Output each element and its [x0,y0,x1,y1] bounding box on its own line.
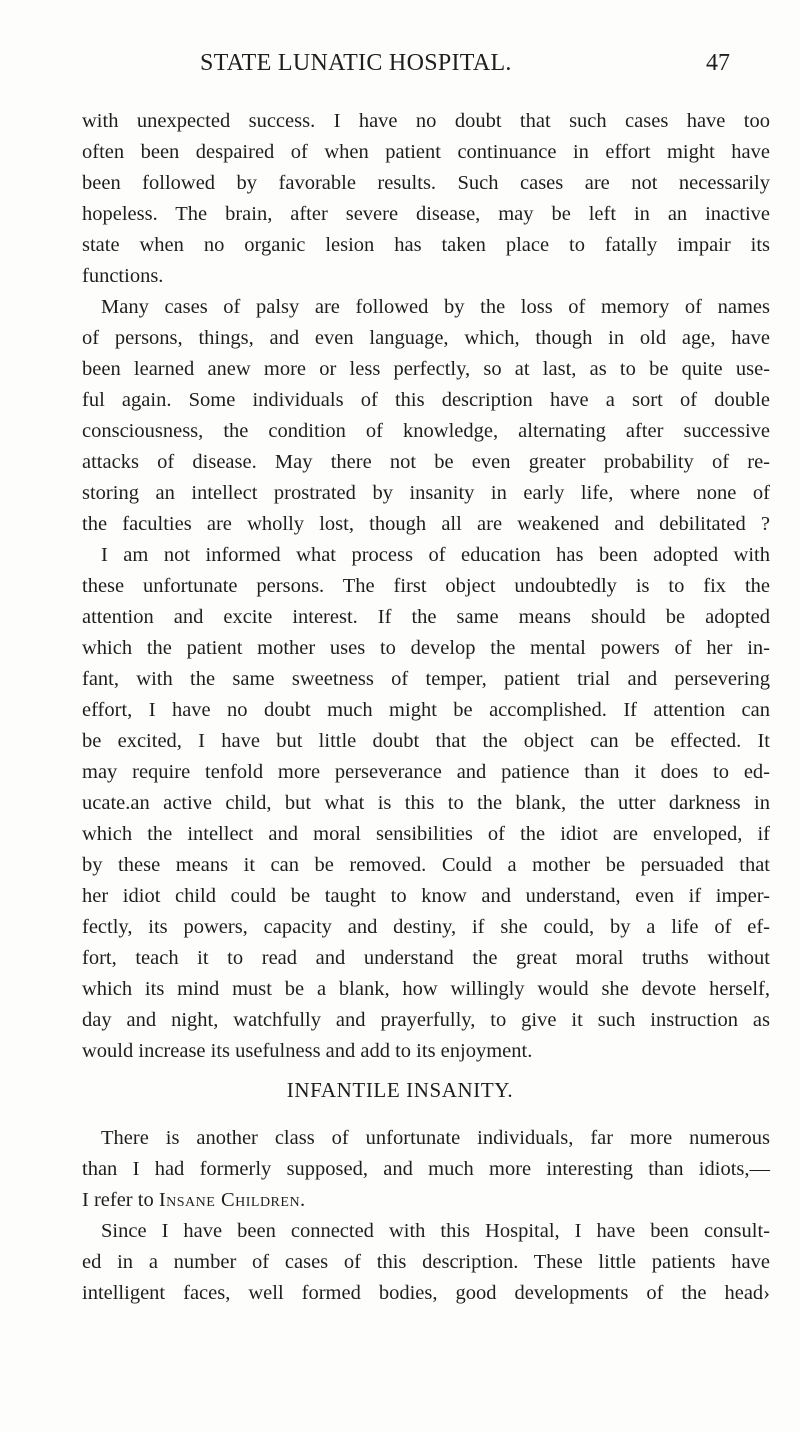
text-line: been learned anew more or less perfectly, so at last, as to be quite use- [82,358,770,380]
text-line: be excited, I have but little doubt that the object can be effected. It [82,730,770,752]
text-line: which the intellect and moral sensibilities of the idiot are enveloped, if [82,823,770,845]
text-line: storing an intellect prostrated by insanity in early life, where none of [82,482,770,504]
page-number: 47 [706,50,730,76]
text-line: of persons, things, and even language, which, though in old age, have [82,327,770,349]
section-heading: INFANTILE INSANITY. [286,1078,514,1102]
text-line: these unfortunate persons. The first object undoubtedly is to fix the [82,575,770,597]
running-title: STATE LUNATIC HOSPITAL. [200,50,512,76]
text-line: effort, I have no doubt much might be accomplished. If attention can [82,699,770,721]
running-head [0,50,800,84]
text-line: fort, teach it to read and understand the great moral truths without [82,947,770,969]
text-line: her idiot child could be taught to know and understand, even if imper- [82,885,770,907]
text-line: fant, with the same sweetness of temper, patient trial and persevering [82,668,770,690]
text-line: Many cases of palsy are followed by the loss of memory of names [101,296,770,318]
text-line: intelligent faces, well formed bodies, good developments of the head› [82,1282,770,1304]
text-line: ful again. Some individuals of this description have a sort of double [82,389,770,411]
text-line: day and night, watchfully and prayerfully, to give it such instruction as [82,1009,770,1031]
text-line: hopeless. The brain, after severe disease, may be left in an inactive [82,203,770,225]
text-line: attacks of disease. May there not be even greater probability of re- [82,451,770,473]
text-line: Since I have been connected with this Hospital, I have been consult- [101,1220,770,1242]
text-line: functions. [82,265,164,287]
text-line: state when no organic lesion has taken place to fatally impair its [82,234,770,256]
small-caps-phrase: Insane Children. [158,1189,306,1211]
text-line: consciousness, the condition of knowledge, alternating after successive [82,420,770,442]
text-line: would increase its usefulness and add to its enjoyment. [82,1040,533,1062]
text-line: been followed by favorable results. Such cases are not necessarily [82,172,770,194]
text-run: I refer to [82,1189,159,1211]
text-line: which the patient mother uses to develop the mental powers of her in- [82,637,770,659]
text-line: which its mind must be a blank, how willingly would she devote herself, [82,978,770,1000]
text-line: often been despaired of when patient continuance in effort might have [82,141,770,163]
text-line: ed in a number of cases of this description. These little patients have [82,1251,770,1273]
text-line: by these means it can be removed. Could a mother be persuaded that [82,854,770,876]
text-line: fectly, its powers, capacity and destiny, if she could, by a life of ef- [82,916,770,938]
text-line: attention and excite interest. If the same means should be adopted [82,606,770,628]
text-line-with-smallcaps [82,1185,306,1215]
text-line: the faculties are wholly lost, though all are weakened and debilitated ? [82,513,770,535]
text-line: than I had formerly supposed, and much more interesting than idiots,— [82,1158,770,1180]
text-line: ucate.an active child, but what is this to the blank, the utter darkness in [82,792,770,814]
text-line: I am not informed what process of education has been adopted with [101,544,770,566]
text-line: There is another class of unfortunate individuals, far more numerous [101,1127,770,1149]
text-line: may require tenfold more perseverance and patience than it does to ed- [82,761,770,783]
text-line: with unexpected success. I have no doubt that such cases have too [82,110,770,132]
